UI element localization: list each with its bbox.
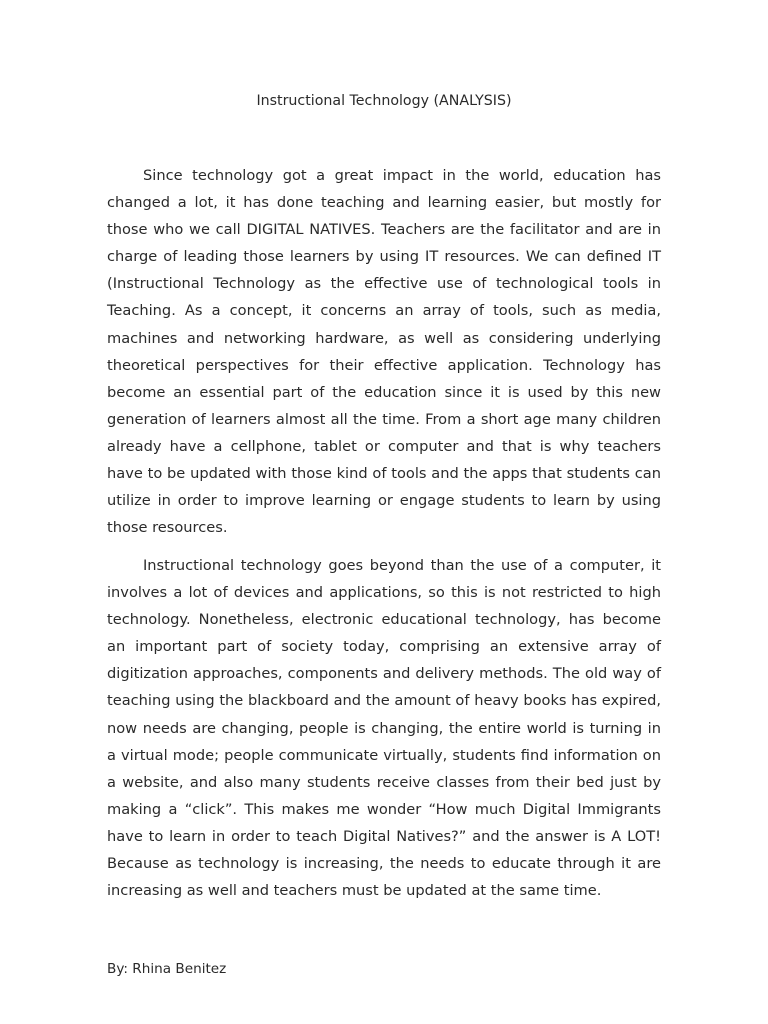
- author-byline: By: Rhina Benitez: [107, 961, 227, 977]
- document-page: [107, 0, 661, 1024]
- paragraph-2: Instructional technology goes beyond than the use of a computer, it involves a lot of devices and applications, so this is not restricted to high technology. Nonetheless, electronic educational technology, has become an important part of society today, comprising an extensive array of digitization approaches, components and delivery methods. The old way of teaching using the blackboard and the amount of heavy books has expired, now needs are changing, people is changing, the entire world is turning in a virtual mode; people communicate virtually, students find information on a website, and also many students receive classes from their bed just by making a “click”. This makes me wonder “How much Digital Immigrants have to learn in order to teach Digital Natives?” and the answer is A LOT! Because as technology is increasing, the needs to educate through it are increasing as well and teachers must be updated at the same time.: [107, 557, 661, 900]
- document-title: Instructional Technology (ANALYSIS): [256, 93, 512, 109]
- paragraph-1: Since technology got a great impact in the world, education has changed a lot, it has done teaching and learning easier, but mostly for those who we call DIGITAL NATIVES. Teachers are the facilitator and are in charge of leading those learners by using IT resources. We can defined IT (Instructional Technology as the effective use of technological tools in Teaching. As a concept, it concerns an array of tools, such as media, machines and networking hardware, as well as considering underlying theoretical perspectives for their effective application. Technology has become an essential part of the education since it is used by this new generation of learners almost all the time. From a short age many children already have a cellphone, tablet or computer and that is why teachers have to be updated with those kind of tools and the apps that students can utilize in order to improve learning or engage students to learn by using those resources.: [107, 167, 661, 537]
